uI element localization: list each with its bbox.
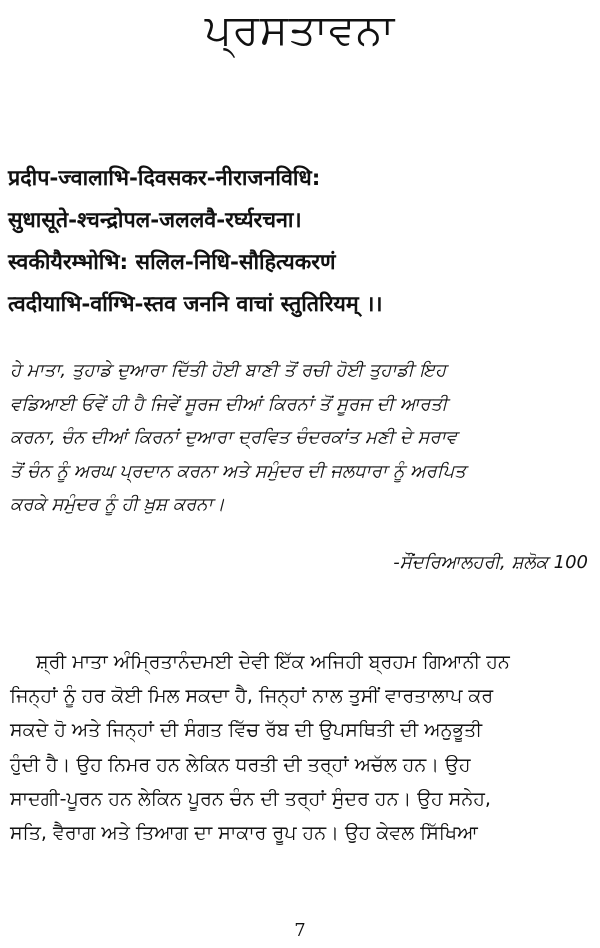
translation-line: ਹੇ ਮਾਤਾ, ਤੁਹਾਡੇ ਦੁਆਰਾ ਦਿੱਤੀ ਹੋਈ ਬਾਣੀ ਤੋਂ ਰਚੀ ਹੋਈ ਤੁਹਾਡੀ ਇਹ — [10, 360, 447, 381]
verse-line: प्रदीप-ज्वालाभि-दिवसकर-नीराजनविधि: — [8, 166, 321, 191]
verse-line: स्वकीयैरम्भोभि: सलिल-निधि-सौहित्यकरणं — [8, 250, 336, 275]
translation-line: ਵਡਿਆਈ ਓਵੇਂ ਹੀ ਹੈ ਜਿਵੇਂ ਸੂਰਜ ਦੀਆਂ ਕਿਰਨਾਂ ਤੋਂ ਸੂਰਜ ਦੀ ਆਰਤੀ — [10, 393, 448, 415]
body-line: ਸਾਦਗੀ-ਪੂਰਨ ਹਨ ਲੇਕਿਨ ਪੂਰਨ ਚੰਨ ਦੀ ਤਰ੍ਹਾਂ ਸੁੰਦਰ ਹਨ। ਉਹ ਸਨੇਹ, — [10, 787, 491, 810]
body-line: ਸਕਦੇ ਹੋ ਅਤੇ ਜਿਨ੍ਹਾਂ ਦੀ ਸੰਗਤ ਵਿੱਚ ਰੱਬ ਦੀ ਉਪਸਥਿਤੀ ਦੀ ਅਨੁਭੂਤੀ — [10, 719, 483, 742]
verse-line: सुधासूते-श्चन्द्रोपल-जललवै-रर्घ्यरचना। — [8, 208, 302, 233]
body-line: ਹੁੰਦੀ ਹੈ। ਉਹ ਨਿਮਰ ਹਨ ਲੇਕਿਨ ਧਰਤੀ ਦੀ ਤਰ੍ਹਾਂ ਅਚੱਲ ਹਨ। ਉਹ — [10, 753, 471, 776]
translation-line: ਕਰਨਾ, ਚੰਨ ਦੀਆਂ ਕਿਰਨਾਂ ਦੁਆਰਾ ਦ੍ਰਵਿਤ ਚੰਦਰਕਾਂਤ ਮਣੀ ਦੇ ਸਰਾਵ — [10, 427, 458, 448]
translation-line: ਕਰਕੇ ਸਮੁੰਦਰ ਨੂੰ ਹੀ ਖ਼ੁਸ਼ ਕਰਨਾ। — [10, 494, 225, 515]
body-line: ਸਤਿ, ਵੈਰਾਗ ਅਤੇ ਤਿਆਗ ਦਾ ਸਾਕਾਰ ਰੂਪ ਹਨ। ਉਹ ਕੇਵਲ ਸਿੱਖਿਆ — [10, 821, 478, 844]
page-title: ਪ੍ਰਸਤਾਵਨਾ — [204, 5, 396, 54]
sanskrit-verse — [8, 158, 588, 326]
verse-line: त्वदीयाभि-र्वाग्भि-स्तव जननि वाचां स्तुतिरियम् ।। — [8, 292, 383, 317]
body-line: ਸ਼੍ਰੀ ਮਾਤਾ ਅੰਮ੍ਰਿਤਾਨੰਦਮਈ ਦੇਵੀ ਇੱਕ ਅਜਿਹੀ ਬ੍ਰਹਮ ਗਿਆਨੀ ਹਨ — [36, 651, 510, 673]
verse-source: -ਸੌਂਦਰਿਆਲਹਰੀ, ਸ਼ਲੋਕ 100 — [393, 552, 588, 573]
page-number: 7 — [294, 920, 306, 941]
translation-line: ਤੋਂ ਚੰਨ ਨੂੰ ਅਰਘ ਪ੍ਰਦਾਨ ਕਰਨਾ ਅਤੇ ਸਮੁੰਦਰ ਦੀ ਜਲਧਾਰਾ ਨੂੰ ਅਰਪਿਤ — [10, 460, 466, 482]
verse-translation — [10, 354, 588, 522]
body-paragraph — [10, 645, 588, 850]
body-line: ਜਿਨ੍ਹਾਂ ਨੂੰ ਹਰ ਕੋਈ ਮਿਲ ਸਕਦਾ ਹੈ, ਜਿਨ੍ਹਾਂ ਨਾਲ ਤੁਸੀਂ ਵਾਰਤਾਲਾਪ ਕਰ — [10, 685, 494, 708]
